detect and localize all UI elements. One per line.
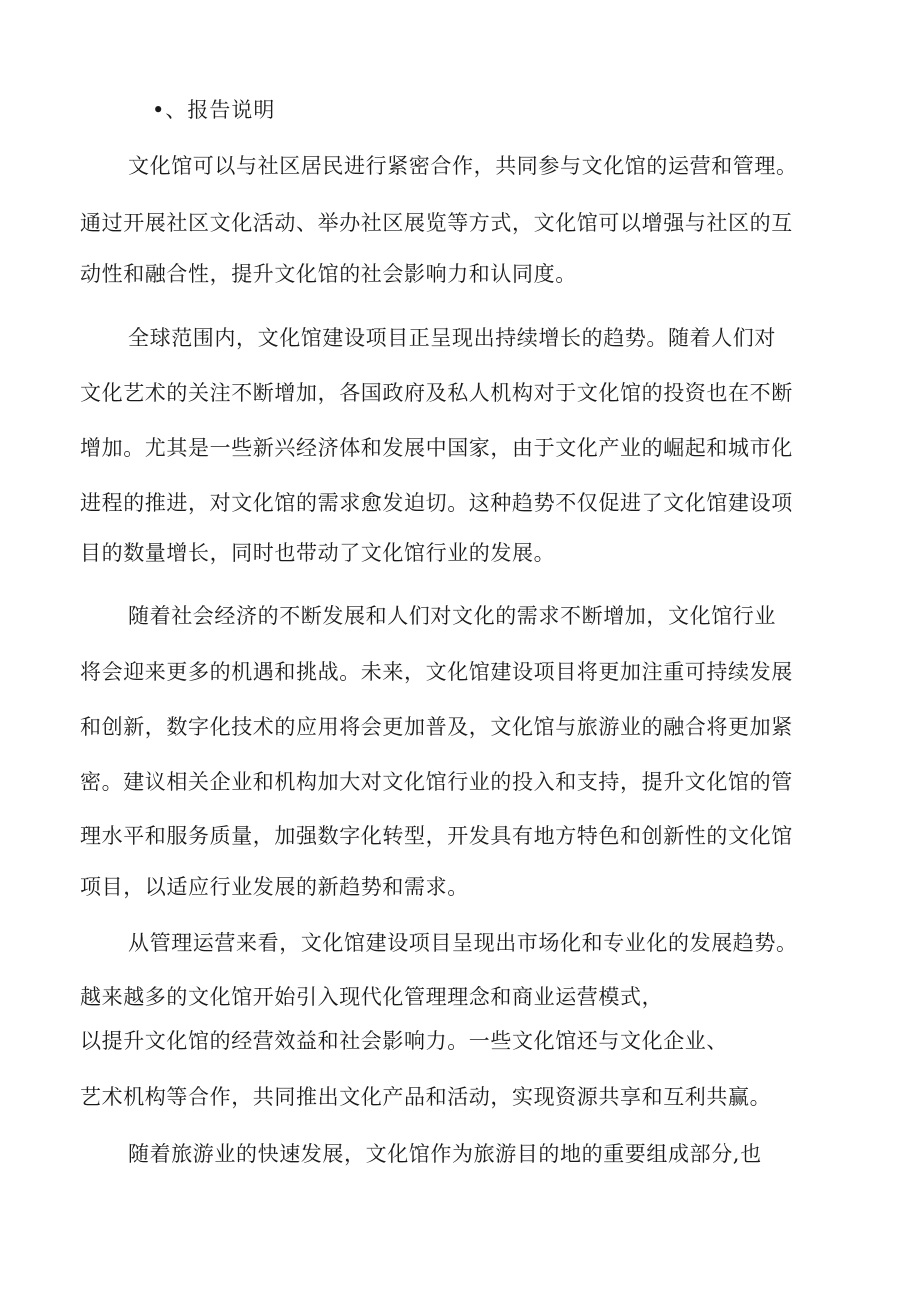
paragraph-line: 文化艺术的关注不断增加，各国政府及私人机构对于文化馆的投资也在不断 [80, 381, 793, 405]
paragraph-line: 将会迎来更多的机遇和挑战。未来，文化馆建设项目将更加注重可持续发展 [80, 660, 793, 684]
paragraph-line: 通过开展社区文化活动、举办社区展览等方式，文化馆可以增强与社区的互 [80, 211, 793, 235]
paragraph-line: 项目，以适应行业发展的新趋势和需求。 [80, 875, 469, 899]
paragraph-line: 从管理运营来看，文化馆建设项目呈现出市场化和专业化的发展趋势。 [128, 931, 798, 955]
paragraph-line: 目的数量增长，同时也带动了文化馆行业的发展。 [80, 541, 556, 565]
paragraph-line: 增加。尤其是一些新兴经济体和发展中国家，由于文化产业的崛起和城市化 [80, 436, 793, 460]
paragraph-line: 越来越多的文化馆开始引入现代化管理理念和商业运营模式， [80, 985, 664, 1009]
paragraph-line: 进程的推进，对文化馆的需求愈发迫切。这种趋势不仅促进了文化馆建设项 [80, 491, 793, 515]
paragraph-line: 全球范围内，文化馆建设项目正呈现出持续增长的趋势。随着人们对 [128, 326, 776, 350]
section-heading: •、报告说明 [152, 98, 276, 122]
paragraph-line: 动性和融合性，提升文化馆的社会影响力和认同度。 [80, 262, 577, 286]
paragraph-line: 文化馆可以与社区居民进行紧密合作，共同参与文化馆的运营和管理。 [128, 154, 798, 178]
paragraph-line: 随着旅游业的快速发展，文化馆作为旅游目的地的重要组成部分,也 [128, 1142, 762, 1166]
paragraph-line: 理水平和服务质量，加强数字化转型，开发具有地方特色和创新性的文化馆 [80, 824, 793, 848]
paragraph-line: 艺术机构等合作，共同推出文化产品和活动，实现资源共享和互利共赢。 [80, 1085, 772, 1109]
paragraph-line: 和创新，数字化技术的应用将会更加普及，文化馆与旅游业的融合将更加紧 [80, 715, 793, 739]
paragraph-line: 随着社会经济的不断发展和人们对文化的需求不断增加，文化馆行业 [128, 604, 776, 628]
paragraph-line: 密。建议相关企业和机构加大对文化馆行业的投入和支持，提升文化馆的管 [80, 770, 793, 794]
paragraph-line: 以提升文化馆的经营效益和社会影响力。一些文化馆还与文化企业、 [80, 1029, 728, 1053]
